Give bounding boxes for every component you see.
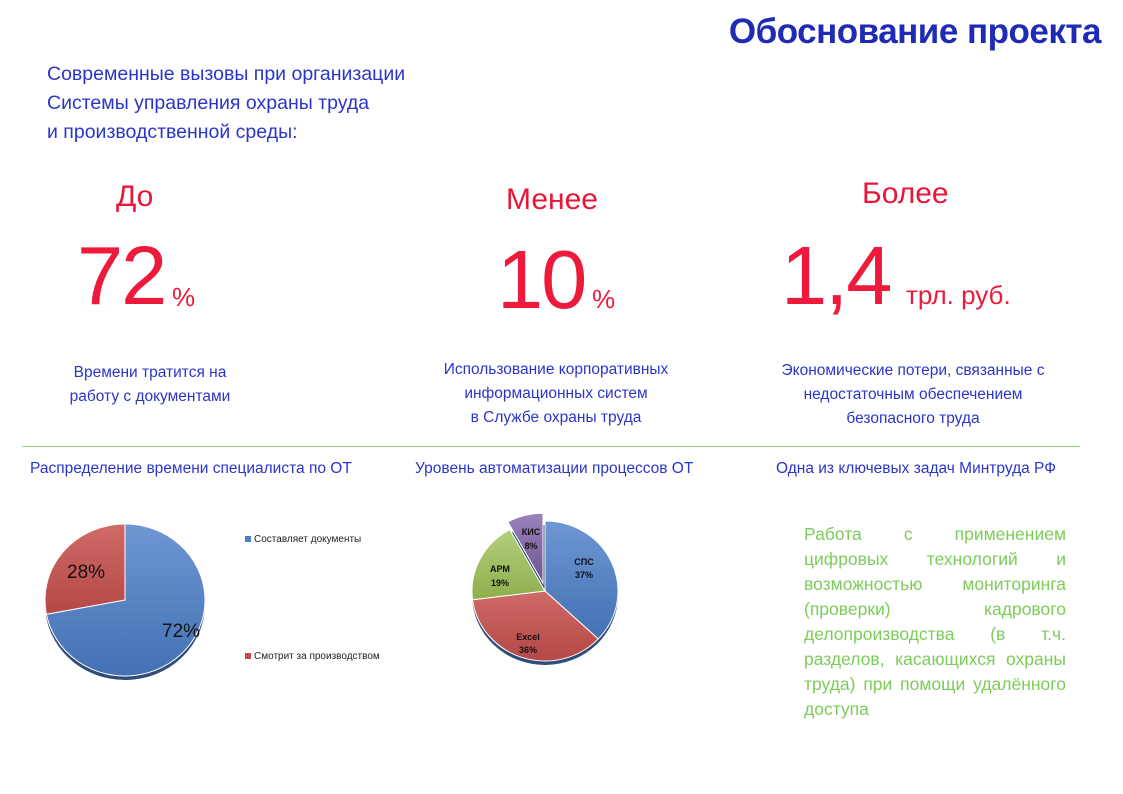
legend-swatch-2: [245, 653, 251, 659]
chart-2-label-arm-value: 19%: [490, 578, 510, 588]
legend-swatch-1: [245, 536, 251, 542]
automation-level-chart: [462, 508, 632, 673]
key-task-heading: Одна из ключевых задач Минтруда РФ: [776, 460, 1056, 477]
stat-3-number: 1,4: [781, 229, 891, 322]
stat-1-desc-line-2: работу с документами: [69, 388, 231, 405]
chart-1-legend-item-1: [245, 534, 361, 545]
automation-level-heading: Уровень автоматизации процессов ОТ: [415, 460, 694, 477]
chart-2-label-excel-name: Excel: [516, 632, 540, 642]
stat-1-unit: %: [172, 282, 196, 312]
chart-2-label-sps-name: СПС: [574, 557, 594, 567]
section-divider: [22, 446, 1080, 447]
stat-2-description: [406, 358, 706, 430]
page-title: Обоснование проекта: [728, 12, 1101, 51]
intro-line-1: Современные вызовы при организации: [47, 63, 406, 85]
stat-3-unit: трл. руб.: [906, 280, 1011, 310]
stat-3-prefix: Более: [862, 177, 949, 210]
chart-2-label-sps-value: 37%: [574, 570, 594, 580]
stat-2-desc-line-3: в Службе охраны труда: [470, 409, 642, 426]
chart-2-label-kis-name: КИС: [521, 527, 541, 537]
chart-1-data-label-2: 28%: [67, 562, 106, 583]
chart-2-label-arm-name: АРМ: [490, 564, 510, 574]
stat-1-prefix: До: [116, 180, 154, 213]
chart-2-label-excel-value: 36%: [518, 645, 538, 655]
chart-1-legend-item-2: [245, 651, 380, 662]
intro-line-3: и производственной среды:: [47, 121, 298, 143]
time-distribution-chart: [30, 505, 230, 695]
stat-3-description: [748, 359, 1078, 431]
legend-label-2: Смотрит за производством: [254, 651, 380, 662]
stat-2-unit: %: [592, 284, 616, 314]
stat-2-desc-line-2: информационных систем: [464, 385, 648, 402]
stat-2-number: 10: [497, 233, 586, 326]
stat-3-desc-line-3: безопасного труда: [846, 410, 980, 427]
stat-1-number: 72: [77, 229, 166, 322]
legend-label-1: Составляет документы: [254, 534, 362, 545]
chart-1-data-label-1: 72%: [162, 621, 201, 642]
time-distribution-heading: Распределение времени специалиста по ОТ: [30, 460, 352, 477]
stat-1-desc-line-1: Времени тратится на: [73, 364, 227, 381]
stat-2-desc-line-1: Использование корпоративных: [443, 361, 669, 378]
stat-3-desc-line-1: Экономические потери, связанные с: [781, 362, 1045, 379]
key-task-text: Работа с применением цифровых технологий и возможностью мониторинга (проверки) кадрового делопроизводства (в т.ч. разделов, касающихся охраны труда) при помощи удалённого доступа: [804, 524, 1066, 719]
stat-1-description: [35, 361, 265, 409]
stat-2-prefix: Менее: [506, 183, 598, 216]
chart-2-label-kis-value: 8%: [524, 541, 538, 551]
intro-text: [47, 60, 405, 147]
stat-3-desc-line-2: недостаточным обеспечением: [803, 386, 1023, 403]
intro-line-2: Системы управления охраны труда: [47, 92, 370, 114]
